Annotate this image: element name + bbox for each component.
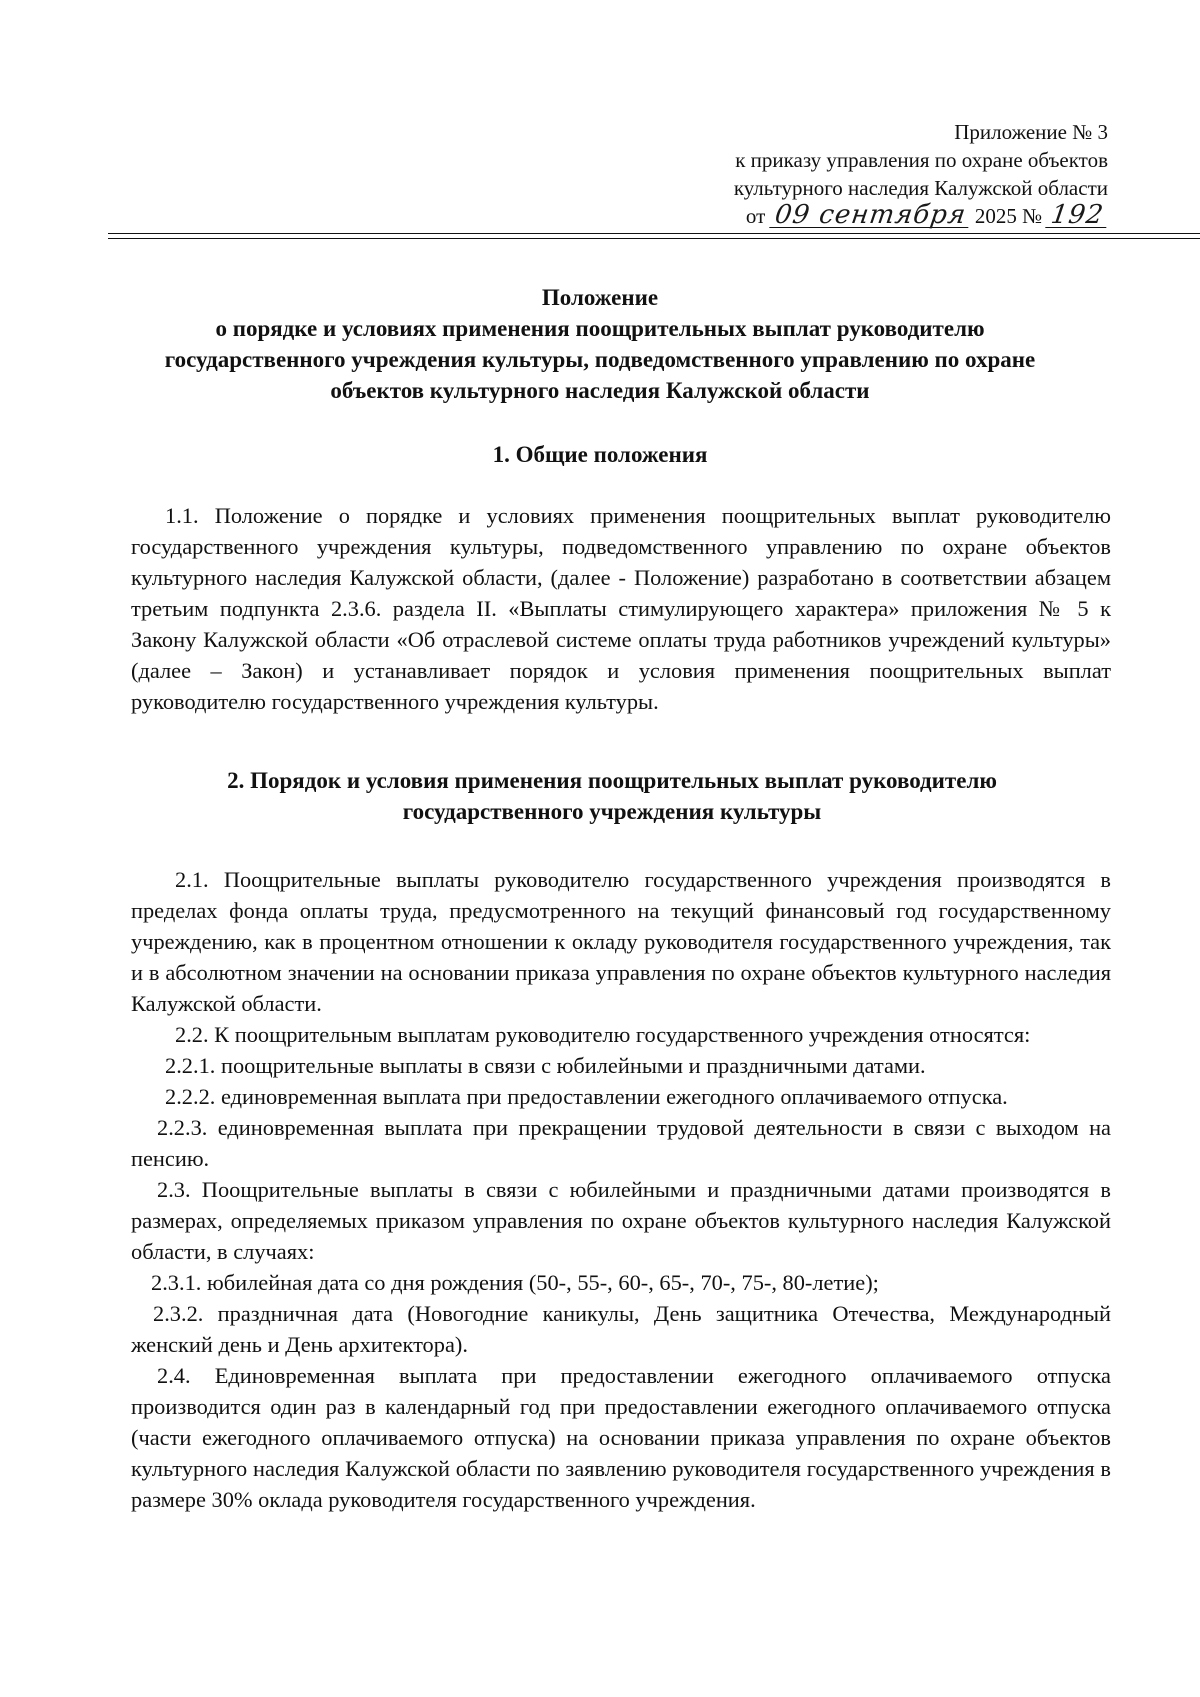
paragraph-2-1: 2.1. Поощрительные выплаты руководителю государственного учреждения производятся в пределах фонда оплаты труда, предусмотренного на текущий финансовый год государственному учреждению, как в процентном отношении к окладу руководителя государственного учреждения, так и в абсолютном значении на основании приказа управления по охране объектов культурного наследия Калужской области. xyxy=(131,867,1111,1016)
paragraph-2-3: 2.3. Поощрительные выплаты в связи с юбилейными и праздничными датами производятся в размерах, определяемых приказом управления по охране объектов культурного наследия Калужской области, в случаях: xyxy=(131,1177,1111,1264)
title-line-1: Положение xyxy=(541,285,659,310)
title-line-4: объектов культурного наследия Калужской области xyxy=(330,378,870,403)
header-divider-top xyxy=(108,233,1200,234)
paragraph-2-3-2: 2.3.2. праздничная дата (Новогодние каникулы, День защитника Отечества, Международный женский день и День архитектора). xyxy=(131,1301,1111,1357)
paragraph-2-2-2: 2.2.2. единовременная выплата при предоставлении ежегодного оплачиваемого отпуска. xyxy=(165,1084,1008,1109)
paragraph-2-2: 2.2. К поощрительным выплатам руководителю государственного учреждения относятся: xyxy=(175,1022,1031,1047)
section-1-body xyxy=(131,500,1111,717)
appendix-authority: культурного наследия Калужской области xyxy=(733,176,1108,200)
section-1-heading xyxy=(100,439,1100,470)
section-1-heading-text: 1. Общие положения xyxy=(492,442,708,467)
order-year: 2025 xyxy=(974,204,1017,228)
document-title xyxy=(100,282,1100,406)
section-2-heading-line-2: государственного учреждения культуры xyxy=(402,799,822,824)
section-2-heading xyxy=(112,765,1112,827)
title-line-2: о порядке и условиях применения поощрительных выплат руководителю xyxy=(215,316,985,341)
appendix-header xyxy=(734,118,1108,230)
header-divider-bottom xyxy=(108,238,1200,239)
section-2-heading-line-1: 2. Порядок и условия применения поощрительных выплат руководителю xyxy=(227,768,997,793)
paragraph-2-4: 2.4. Единовременная выплата при предоставлении ежегодного оплачиваемого отпуска производится один раз в календарный год при предоставлении ежегодного оплачиваемого отпуска (части ежегодного оплачиваемого отпуска) на основании приказа управления по охране объектов культурного наследия Калужской области по заявлению руководителя государственного учреждения в размере 30% оклада руководителя государственного учреждения. xyxy=(131,1363,1111,1512)
handwritten-order-number: 192 xyxy=(1046,203,1110,228)
handwritten-date: 09 сентября xyxy=(769,203,972,228)
title-line-3: государственного учреждения культуры, подведомственного управлению по охране xyxy=(164,347,1036,372)
paragraph-1-1: 1.1. Положение о порядке и условиях применения поощрительных выплат руководителю государственного учреждения культуры, подведомственного управлению по охране объектов культурного наследия Калужской области, (далее - Положение) разработано в соответствии абзацем третьим подпункта 2.3.6. раздела II. «Выплаты стимулирующего характера» приложения № 5 к Закону Калужской области «Об отраслевой системе оплаты труда работников учреждений культуры» (далее – Закон) и устанавливает порядок и условия применения поощрительных выплат руководителю государственного учреждения культуры. xyxy=(131,503,1111,714)
appendix-date-line xyxy=(734,202,1108,230)
paragraph-2-3-1: 2.3.1. юбилейная дата со дня рождения (50-, 55-, 60-, 65-, 70-, 75-, 80-летие); xyxy=(151,1270,879,1295)
paragraph-2-2-1: 2.2.1. поощрительные выплаты в связи с юбилейными и праздничными датами. xyxy=(165,1053,926,1078)
paragraph-2-2-3: 2.2.3. единовременная выплата при прекращении трудовой деятельности в связи с выходом на пенсию. xyxy=(131,1115,1111,1171)
appendix-number: Приложение № 3 xyxy=(954,120,1108,144)
section-2-body xyxy=(131,864,1111,1515)
appendix-order-reference: к приказу управления по охране объектов xyxy=(735,148,1108,172)
date-from-label: от xyxy=(745,204,766,228)
number-sign: № xyxy=(1022,204,1043,228)
